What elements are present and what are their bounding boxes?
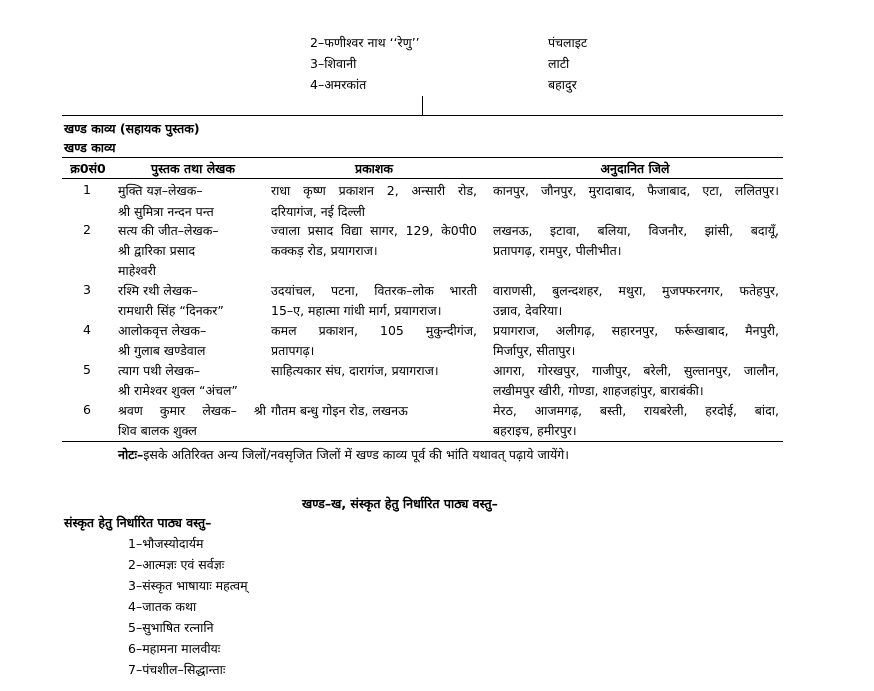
col-header-districts: अनुदानित जिले: [600, 161, 670, 176]
row-4-book-line-1: आलोकवृत्त लेखक–: [118, 323, 207, 338]
list-item: 3–संस्कृत भाषायाः महत्वम्: [128, 578, 248, 593]
row-5-districts-line-2: लखीमपुर खीरी, गोण्डा, शाहजहांपुर, बाराबंकी।: [493, 383, 704, 398]
row-3-districts-line-1: वाराणसी, बुलन्दशहर, मथुरा, मुजफ्फरनगर, फतेहपुर,: [493, 283, 779, 298]
row-2-publisher-line-2: कक्कड़ रोड, प्रयागराज।: [271, 243, 378, 258]
row-4-districts-line-2: मिर्जापुर, सीतापुर।: [493, 343, 576, 358]
row-5-book-line-2: श्री रामेश्वर शुक्ल “अंचल”: [118, 383, 238, 398]
row-2-book-line-3: माहेश्वरी: [118, 263, 156, 278]
row-1-publisher-line-2: दरियागंज, नई दिल्ली: [271, 204, 366, 219]
row-6-publisher-line-1: गौतम बन्धु गोइन रोड, लखनऊ: [271, 403, 408, 418]
section-b-subheading: संस्कृत हेतु निर्धारित पाठ्य वस्तु–: [64, 515, 212, 530]
col-header-book: पुस्तक तथा लेखक: [150, 161, 236, 176]
row-3-serial: 3: [83, 282, 91, 297]
table-bottom-rule: [62, 441, 783, 442]
list-item: 6–महामना मालवीयः: [128, 641, 221, 656]
row-4-districts-line-1: प्रयागराज, अलीगढ़, सहारनपुर, फर्रूखाबाद, मैनपुरी,: [493, 323, 779, 338]
row-4-publisher-line-1: कमल प्रकाशन, 105 मुकुन्दीगंज,: [271, 323, 477, 338]
row-2-districts-line-2: प्रतापगढ़, रामपुर, पीलीभीत।: [493, 243, 622, 258]
list-item: 1–भौजस्योदार्यम: [128, 536, 204, 551]
col-header-serial: क्र0सं0: [70, 161, 106, 176]
row-5-publisher-line-1: साहित्यकार संघ, दारागंज, प्रयागराज।: [271, 363, 439, 378]
row-6-book-line-1: श्रवण कुमार लेखक– श्री: [118, 403, 266, 418]
row-6-book-line-2: शिव बालक शुक्ल: [118, 423, 197, 438]
row-3-book-line-1: रश्मि रथी लेखक–: [118, 283, 198, 298]
top-list-story-1: पंचलाइट: [548, 35, 588, 50]
row-5-book-line-1: त्याग पथी लेखक–: [118, 363, 200, 378]
table-header-rule: [62, 178, 783, 179]
top-list-story-3: बहादुर: [548, 77, 577, 92]
row-2-book-line-1: सत्य की जीत–लेखक–: [118, 223, 219, 238]
top-divider-vertical: [422, 96, 423, 115]
list-item: 4–जातक कथा: [128, 599, 197, 614]
row-5-districts-line-1: आगरा, गोरखपुर, गाजीपुर, बरेली, सुल्तानपुर, जालौन,: [493, 363, 779, 378]
row-4-publisher-line-2: प्रतापगढ़।: [271, 343, 315, 358]
row-5-serial: 5: [83, 362, 91, 377]
list-item: 2–आत्मज्ञः एवं सर्वज्ञः: [128, 557, 225, 572]
row-6-serial: 6: [83, 402, 91, 417]
row-3-publisher-line-2: 15–ए, महात्मा गांधी मार्ग, प्रयागराज।: [271, 303, 442, 318]
list-item: 5–सुभाषित रत्नानि: [128, 620, 214, 635]
top-list-author-2: 3–शिवानी: [310, 56, 357, 71]
note-label: नोटः–: [118, 447, 144, 462]
row-6-districts-line-1: मेरठ, आजमगढ़, बस्ती, रायबरेली, हरदोई, बांदा,: [493, 403, 779, 418]
row-4-serial: 4: [83, 322, 91, 337]
section-kavya-heading: खण्ड काव्य (सहायक पुस्तक): [64, 121, 200, 136]
row-2-publisher-line-1: ज्वाला प्रसाद विद्या सागर, 129, के0पी0: [271, 223, 477, 238]
table-top-rule: [62, 157, 783, 158]
top-list-story-2: लाटी: [548, 56, 570, 71]
row-3-book-line-2: रामधारी सिंह “दिनकर”: [118, 303, 224, 318]
row-3-districts-line-2: उन्नाव, देवरिया।: [493, 303, 563, 318]
row-2-serial: 2: [83, 222, 91, 237]
list-item: 7–पंचशील–सिद्धान्ताः: [128, 662, 226, 677]
col-header-publisher: प्रकाशक: [354, 161, 394, 176]
row-2-districts-line-1: लखनऊ, इटावा, बलिया, विजनौर, झांसी, बदायूँ,: [493, 223, 779, 238]
row-3-publisher-line-1: उदयांचल, पटना, वितरक–लोक भारती: [271, 283, 477, 298]
row-2-book-line-2: श्री द्वारिका प्रसाद: [118, 243, 196, 258]
row-1-book-line-2: श्री सुमित्रा नन्दन पन्त: [118, 204, 214, 219]
row-1-districts-line-1: कानपुर, जौनपुर, मुरादाबाद, फैजाबाद, एटा, ललितपुर।: [493, 183, 779, 198]
row-1-serial: 1: [83, 182, 91, 197]
top-rule: [62, 115, 783, 116]
row-1-publisher-line-1: राधा कृष्ण प्रकाशन 2, अन्सारी रोड,: [271, 183, 477, 198]
top-list-author-1: 2–फणीश्वर नाथ ‘‘रेणु’’: [310, 35, 420, 50]
row-4-book-line-2: श्री गुलाब खण्डेवाल: [118, 343, 206, 358]
row-1-book-line-1: मुक्ति यज्ञ–लेखक–: [118, 183, 203, 198]
top-list-author-3: 4–अमरकांत: [310, 77, 367, 92]
note-text: इसके अतिरिक्त अन्य जिलों/नवसृजित जिलों में खण्ड काव्य पूर्व की भांति यथावत् पढ़ाये जायेंगे।: [143, 447, 569, 462]
section-kavya-subheading: खण्ड काव्य: [64, 140, 116, 155]
table-note: [118, 446, 569, 463]
row-6-districts-line-2: बहराइच, हमीरपुर।: [493, 423, 577, 438]
section-b-heading: खण्ड–ख, संस्कृत हेतु निर्धारित पाठ्य वस्तु–: [302, 496, 498, 511]
